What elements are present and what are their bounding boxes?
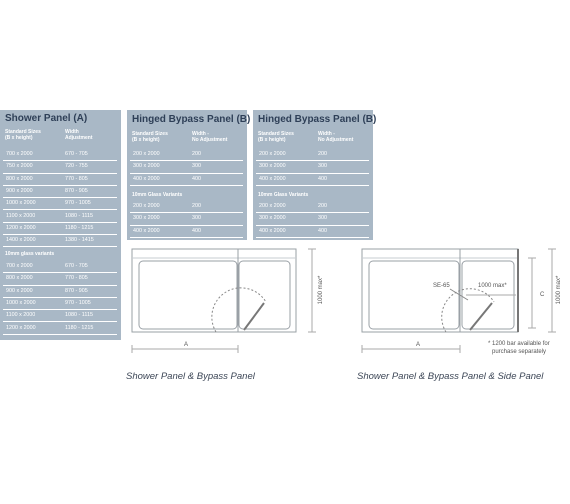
diagram2-note-line-2: purchase separately — [492, 349, 547, 355]
diagram2-width-label: A — [415, 342, 421, 348]
width-cell: 770 - 805 — [65, 275, 88, 282]
bypass-panel-title: Hinged Bypass Panel (B) — [132, 114, 251, 125]
size-cell: 750 x 2000 — [6, 163, 33, 170]
bypass-col1-header: Standard Sizes (B x height) — [132, 131, 168, 143]
size-cell: 300 x 2000 — [133, 163, 160, 170]
width-cell: 200 — [192, 151, 201, 157]
diagram2-note-line-1: * 1200 bar available for — [488, 341, 550, 347]
width-cell: 770 - 805 — [65, 175, 88, 182]
size-cell: 300 x 2000 — [259, 163, 286, 170]
diagram1-caption: Shower Panel & Bypass Panel — [126, 371, 255, 382]
width-cell: 300 — [318, 215, 327, 222]
shower-panel-col1-header: Standard Sizes (B x height) — [5, 129, 41, 141]
width-cell: 400 — [192, 175, 201, 182]
bypass-open-line — [244, 303, 264, 330]
width-cell: 400 — [318, 227, 327, 234]
diagram1-width-label: A — [183, 342, 189, 348]
size-cell: 400 x 2000 — [259, 175, 286, 182]
size-cell: 800 x 2000 — [6, 275, 33, 282]
width-cell: 970 - 1005 — [65, 200, 91, 207]
shower-panel-variants-title: 10mm glass variants — [5, 251, 55, 257]
size-cell: 700 x 2000 — [6, 151, 33, 157]
size-cell: 400 x 2000 — [259, 227, 286, 234]
width-cell: 1180 - 1215 — [65, 224, 94, 231]
diagram1-height-label: 1000 max* — [318, 275, 324, 305]
diagram2-angle-label: SE-65 — [433, 283, 450, 289]
bypass-variants-title: 10mm Glass Variants — [132, 192, 183, 198]
diagram2-side-label: C — [540, 292, 545, 298]
width-cell: 200 — [192, 203, 201, 209]
width-cell: 670 - 705 — [65, 151, 88, 157]
size-cell: 800 x 2000 — [6, 175, 33, 182]
size-cell: 400 x 2000 — [133, 227, 160, 234]
size-cell: 900 x 2000 — [6, 187, 33, 194]
diagram-shower-bypass — [132, 249, 316, 353]
width-cell: 200 — [318, 203, 327, 209]
diagram2-height-label: 1000 max* — [556, 275, 562, 305]
bypass-open-line — [470, 303, 492, 330]
shower-panel-title: Shower Panel (A) — [5, 113, 88, 124]
width-cell: 870 - 905 — [65, 287, 88, 294]
size-cell: 1200 x 2000 — [6, 324, 36, 331]
width-cell: 1180 - 1215 — [65, 324, 94, 331]
width-cell: 300 — [318, 163, 327, 170]
size-cell: 200 x 2000 — [133, 151, 160, 157]
size-cell: 200 x 2000 — [133, 203, 160, 209]
size-cell: 1200 x 2000 — [6, 224, 36, 231]
bypass-col2-header: Width - No Adjustment — [192, 131, 228, 143]
width-cell: 720 - 755 — [65, 163, 88, 170]
size-cell: 300 x 2000 — [259, 215, 286, 222]
width-cell: 870 - 905 — [65, 187, 88, 194]
width-cell: 400 — [192, 227, 201, 234]
shower-panel-col2-header: Width Adjustment — [65, 129, 93, 141]
diagram2-top-label: 1000 max* — [478, 283, 507, 289]
size-cell: 1000 x 2000 — [6, 200, 36, 207]
size-cell: 300 x 2000 — [133, 215, 160, 222]
width-cell: 670 - 705 — [65, 263, 88, 269]
diagram-shower-bypass-side — [362, 249, 556, 353]
size-cell: 1400 x 2000 — [6, 237, 36, 244]
diagram2-caption: Shower Panel & Bypass Panel & Side Panel — [357, 371, 544, 382]
width-cell: 300 — [192, 215, 201, 222]
bypass-col1-header: Standard Sizes (B x height) — [258, 131, 294, 143]
size-cell: 700 x 2000 — [6, 263, 33, 269]
size-cell: 200 x 2000 — [259, 151, 286, 157]
width-cell: 1080 - 1115 — [65, 212, 93, 219]
width-cell: 970 - 1005 — [65, 299, 91, 306]
bypass-col2-header: Width - No Adjustment — [318, 131, 354, 143]
size-cell: 900 x 2000 — [6, 287, 33, 294]
size-cell: 1100 x 2000 — [6, 212, 36, 219]
bypass-panel-glass — [239, 261, 290, 329]
size-cell: 1100 x 2000 — [6, 312, 36, 319]
size-cell: 400 x 2000 — [133, 175, 160, 182]
bypass-variants-title: 10mm Glass Variants — [258, 192, 309, 198]
width-cell: 200 — [318, 151, 327, 157]
width-cell: 400 — [318, 175, 327, 182]
width-cell: 300 — [192, 163, 201, 170]
bypass-panel-title: Hinged Bypass Panel (B) — [258, 114, 377, 125]
width-cell: 1380 - 1415 — [65, 237, 94, 244]
shower-panel-glass — [369, 261, 459, 329]
size-cell: 200 x 2000 — [259, 203, 286, 209]
width-cell: 1080 - 1115 — [65, 312, 93, 319]
size-cell: 1000 x 2000 — [6, 299, 36, 306]
